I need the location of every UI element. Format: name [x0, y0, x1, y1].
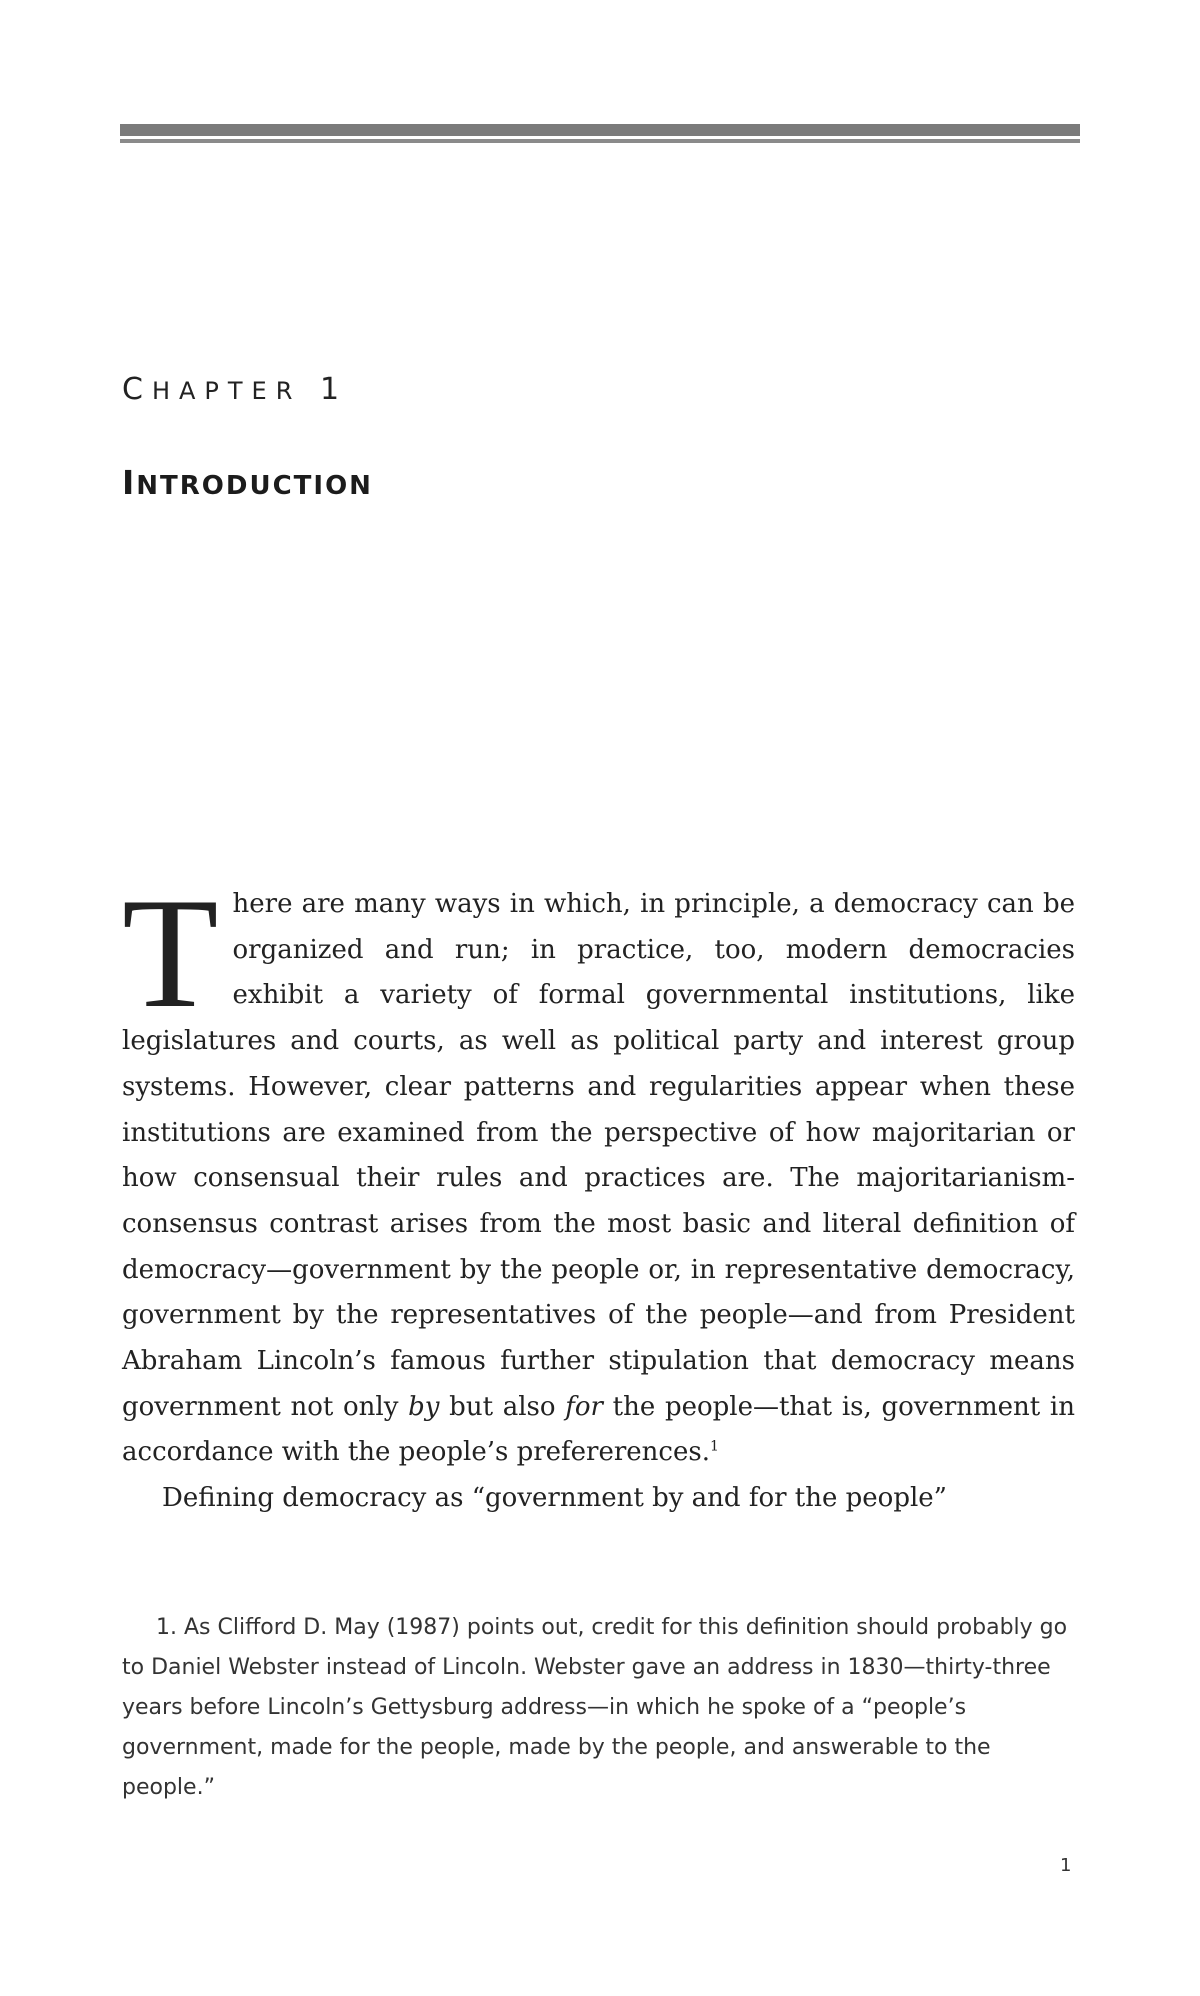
chapter-title — [122, 463, 373, 502]
paragraph-1 — [122, 866, 1075, 1476]
paragraph-1-lead: here are many ways in which, in principle, a democracy can be organized and run; in practice, too, modern democracies exhibit a variety of formal governmental institutions, like legislatures and courts, as well as political party and interest group systems. However, clear patterns and regularities appear when these institutions are examined from the perspective of how majoritarian or how consensual their rules and practices are. The majoritarianism-consensus contrast arises from the most basic and literal definition of democracy—government by the people or, in representative democracy, government by the representatives of the people—and from President Abraham Lincoln’s famous further stipulation that democracy means government not only — [122, 889, 1075, 1422]
header-rule-thin — [120, 139, 1080, 143]
chapter-title-rest: NTRODUCTION — [136, 471, 373, 501]
footnote — [122, 1608, 1072, 1808]
emphasis-for: for — [565, 1391, 603, 1422]
body-text — [122, 866, 1075, 1522]
chapter-title-initial: I — [122, 463, 137, 502]
page-number: 1 — [1060, 1855, 1072, 1876]
footnote-reference[interactable]: 1 — [709, 1438, 719, 1455]
header-rule-thick — [120, 124, 1080, 136]
chapter-number: 1 — [319, 372, 349, 407]
paragraph-1-mid: but also — [439, 1391, 566, 1422]
emphasis-by: by — [408, 1391, 440, 1422]
drop-cap: T — [122, 866, 219, 1041]
chapter-label — [122, 372, 348, 407]
chapter-label-initial: C — [122, 372, 152, 407]
chapter-label-rest: HAPTER — [151, 377, 302, 405]
footnote-text: 1. As Clifford D. May (1987) points out, credit for this definition should probably go to Daniel Webster instead of Lincoln. Webster gave an address in 1830—thirty-three years before Lincoln’s Gettysburg address—in which he spoke of a “people’s government, made for the people, made by the people, and answerable to the people.” — [122, 1615, 1068, 1800]
paragraph-1-tail: the people—that is, government in accordance with the people’s prefererences. — [122, 1391, 1075, 1468]
paragraph-2: Defining democracy as “government by and for the people” — [162, 1483, 947, 1514]
